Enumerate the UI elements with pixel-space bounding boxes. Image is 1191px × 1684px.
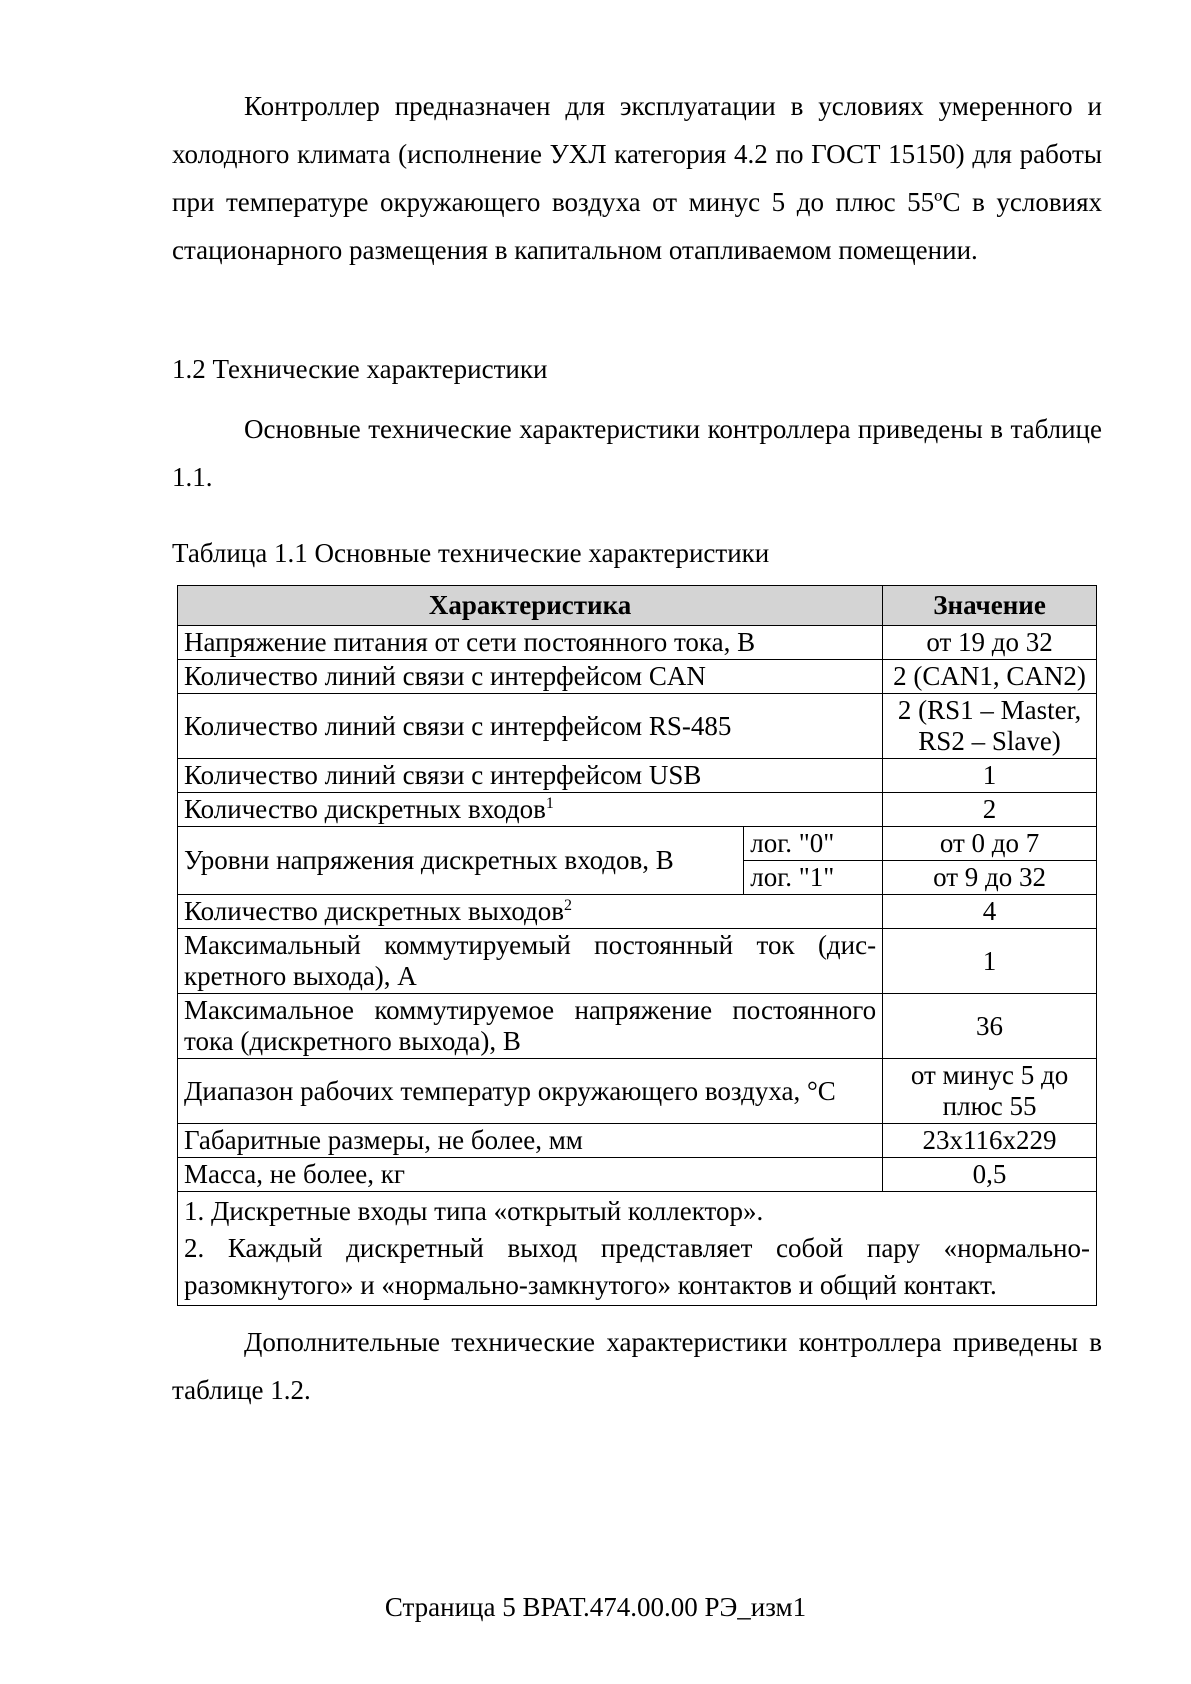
- row-value: 1: [883, 759, 1097, 793]
- row-sublabel: лог. "1": [744, 861, 883, 895]
- row-label: [178, 793, 883, 827]
- table-row: [178, 694, 1097, 759]
- row-label: [178, 895, 883, 929]
- table-note: 2. Каждый дискретный выход представляет собой пару «нормально-разомкнутого» и «нормально-замкнутого» контактов и общий контакт.: [184, 1233, 1090, 1300]
- row-value: от 19 до 32: [883, 626, 1097, 660]
- row-label-text: Количество дискретных выходов: [184, 896, 565, 926]
- row-value: 1: [883, 929, 1097, 994]
- table-row: [178, 827, 1097, 861]
- table-row: [178, 895, 1097, 929]
- row-value-line: RS2 – Slave): [918, 726, 1061, 756]
- row-value: 2 (CAN1, CAN2): [883, 660, 1097, 694]
- row-sublabel: лог. "0": [744, 827, 883, 861]
- row-label: Количество линий связи с интерфейсом CAN: [178, 660, 883, 694]
- section-heading: 1.2 Технические характеристики: [172, 354, 548, 384]
- row-label: Диапазон рабочих температур окружающего воздуха, °С: [178, 1059, 883, 1124]
- table-row: [178, 626, 1097, 660]
- row-label: Уровни напряжения дискретных входов, В: [178, 827, 744, 895]
- table-caption: Таблица 1.1 Основные технические характеристики: [172, 538, 770, 568]
- row-value: [883, 1059, 1097, 1124]
- table-row: [178, 1059, 1097, 1124]
- table-row: [178, 929, 1097, 994]
- footnote-ref: 1: [545, 795, 554, 812]
- specifications-table: [177, 585, 1097, 1306]
- footnote-ref: 2: [564, 897, 573, 914]
- row-value: [883, 694, 1097, 759]
- table-row: [178, 793, 1097, 827]
- table-row: [178, 759, 1097, 793]
- closing-paragraph: Дополнительные технические характеристики контроллера приведены в таблице 1.2.: [172, 1327, 1102, 1405]
- row-value-line: от минус 5 до: [910, 1060, 1069, 1090]
- row-value: от 0 до 7: [883, 827, 1097, 861]
- row-value: 4: [883, 895, 1097, 929]
- row-value: 0,5: [883, 1158, 1097, 1192]
- row-value: 23х116х229: [883, 1124, 1097, 1158]
- row-label: Количество линий связи с интерфейсом USB: [178, 759, 883, 793]
- table-note: 1. Дискретные входы типа «открытый коллектор».: [184, 1196, 764, 1226]
- table-notes-row: [178, 1192, 1097, 1306]
- row-label: Максимальный коммутируемый постоянный ток (дискретного выхода), А: [178, 929, 883, 994]
- row-label: Максимальное коммутируемое напряжение постоянного тока (дискретного выхода), В: [178, 994, 883, 1059]
- table-notes: [178, 1192, 1097, 1306]
- row-label: Напряжение питания от сети постоянного тока, В: [178, 626, 883, 660]
- table-row: [178, 994, 1097, 1059]
- header-characteristic: Характеристика: [178, 586, 883, 626]
- row-label: Количество линий связи с интерфейсом RS-485: [178, 694, 883, 759]
- table-row: [178, 1158, 1097, 1192]
- table-header-row: [178, 586, 1097, 626]
- row-value: от 9 до 32: [883, 861, 1097, 895]
- row-value: 36: [883, 994, 1097, 1059]
- table-row: [178, 660, 1097, 694]
- row-label: Габаритные размеры, не более, мм: [178, 1124, 883, 1158]
- section-paragraph: Основные технические характеристики контроллера приведены в таблице 1.1.: [172, 414, 1102, 492]
- table-row: [178, 1124, 1097, 1158]
- row-value: 2: [883, 793, 1097, 827]
- row-label-text: Количество дискретных входов: [184, 794, 546, 824]
- header-value: Значение: [883, 586, 1097, 626]
- row-value-line: плюс 55: [942, 1091, 1037, 1121]
- row-value-line: 2 (RS1 – Master,: [897, 695, 1082, 725]
- intro-paragraph: Контроллер предназначен для эксплуатации в условиях умеренного и холодного климата (исполнение УХЛ категория 4.2 по ГОСТ 15150) для работы при температуре окружающего воздуха от минус 5 до плюс 55ºС в условиях стационарного размещения в капитальном отапливаемом помещении.: [172, 91, 1102, 265]
- page-footer: Страница 5 ВРАТ.474.00.00 РЭ_изм1: [384, 1592, 807, 1622]
- row-label: Масса, не более, кг: [178, 1158, 883, 1192]
